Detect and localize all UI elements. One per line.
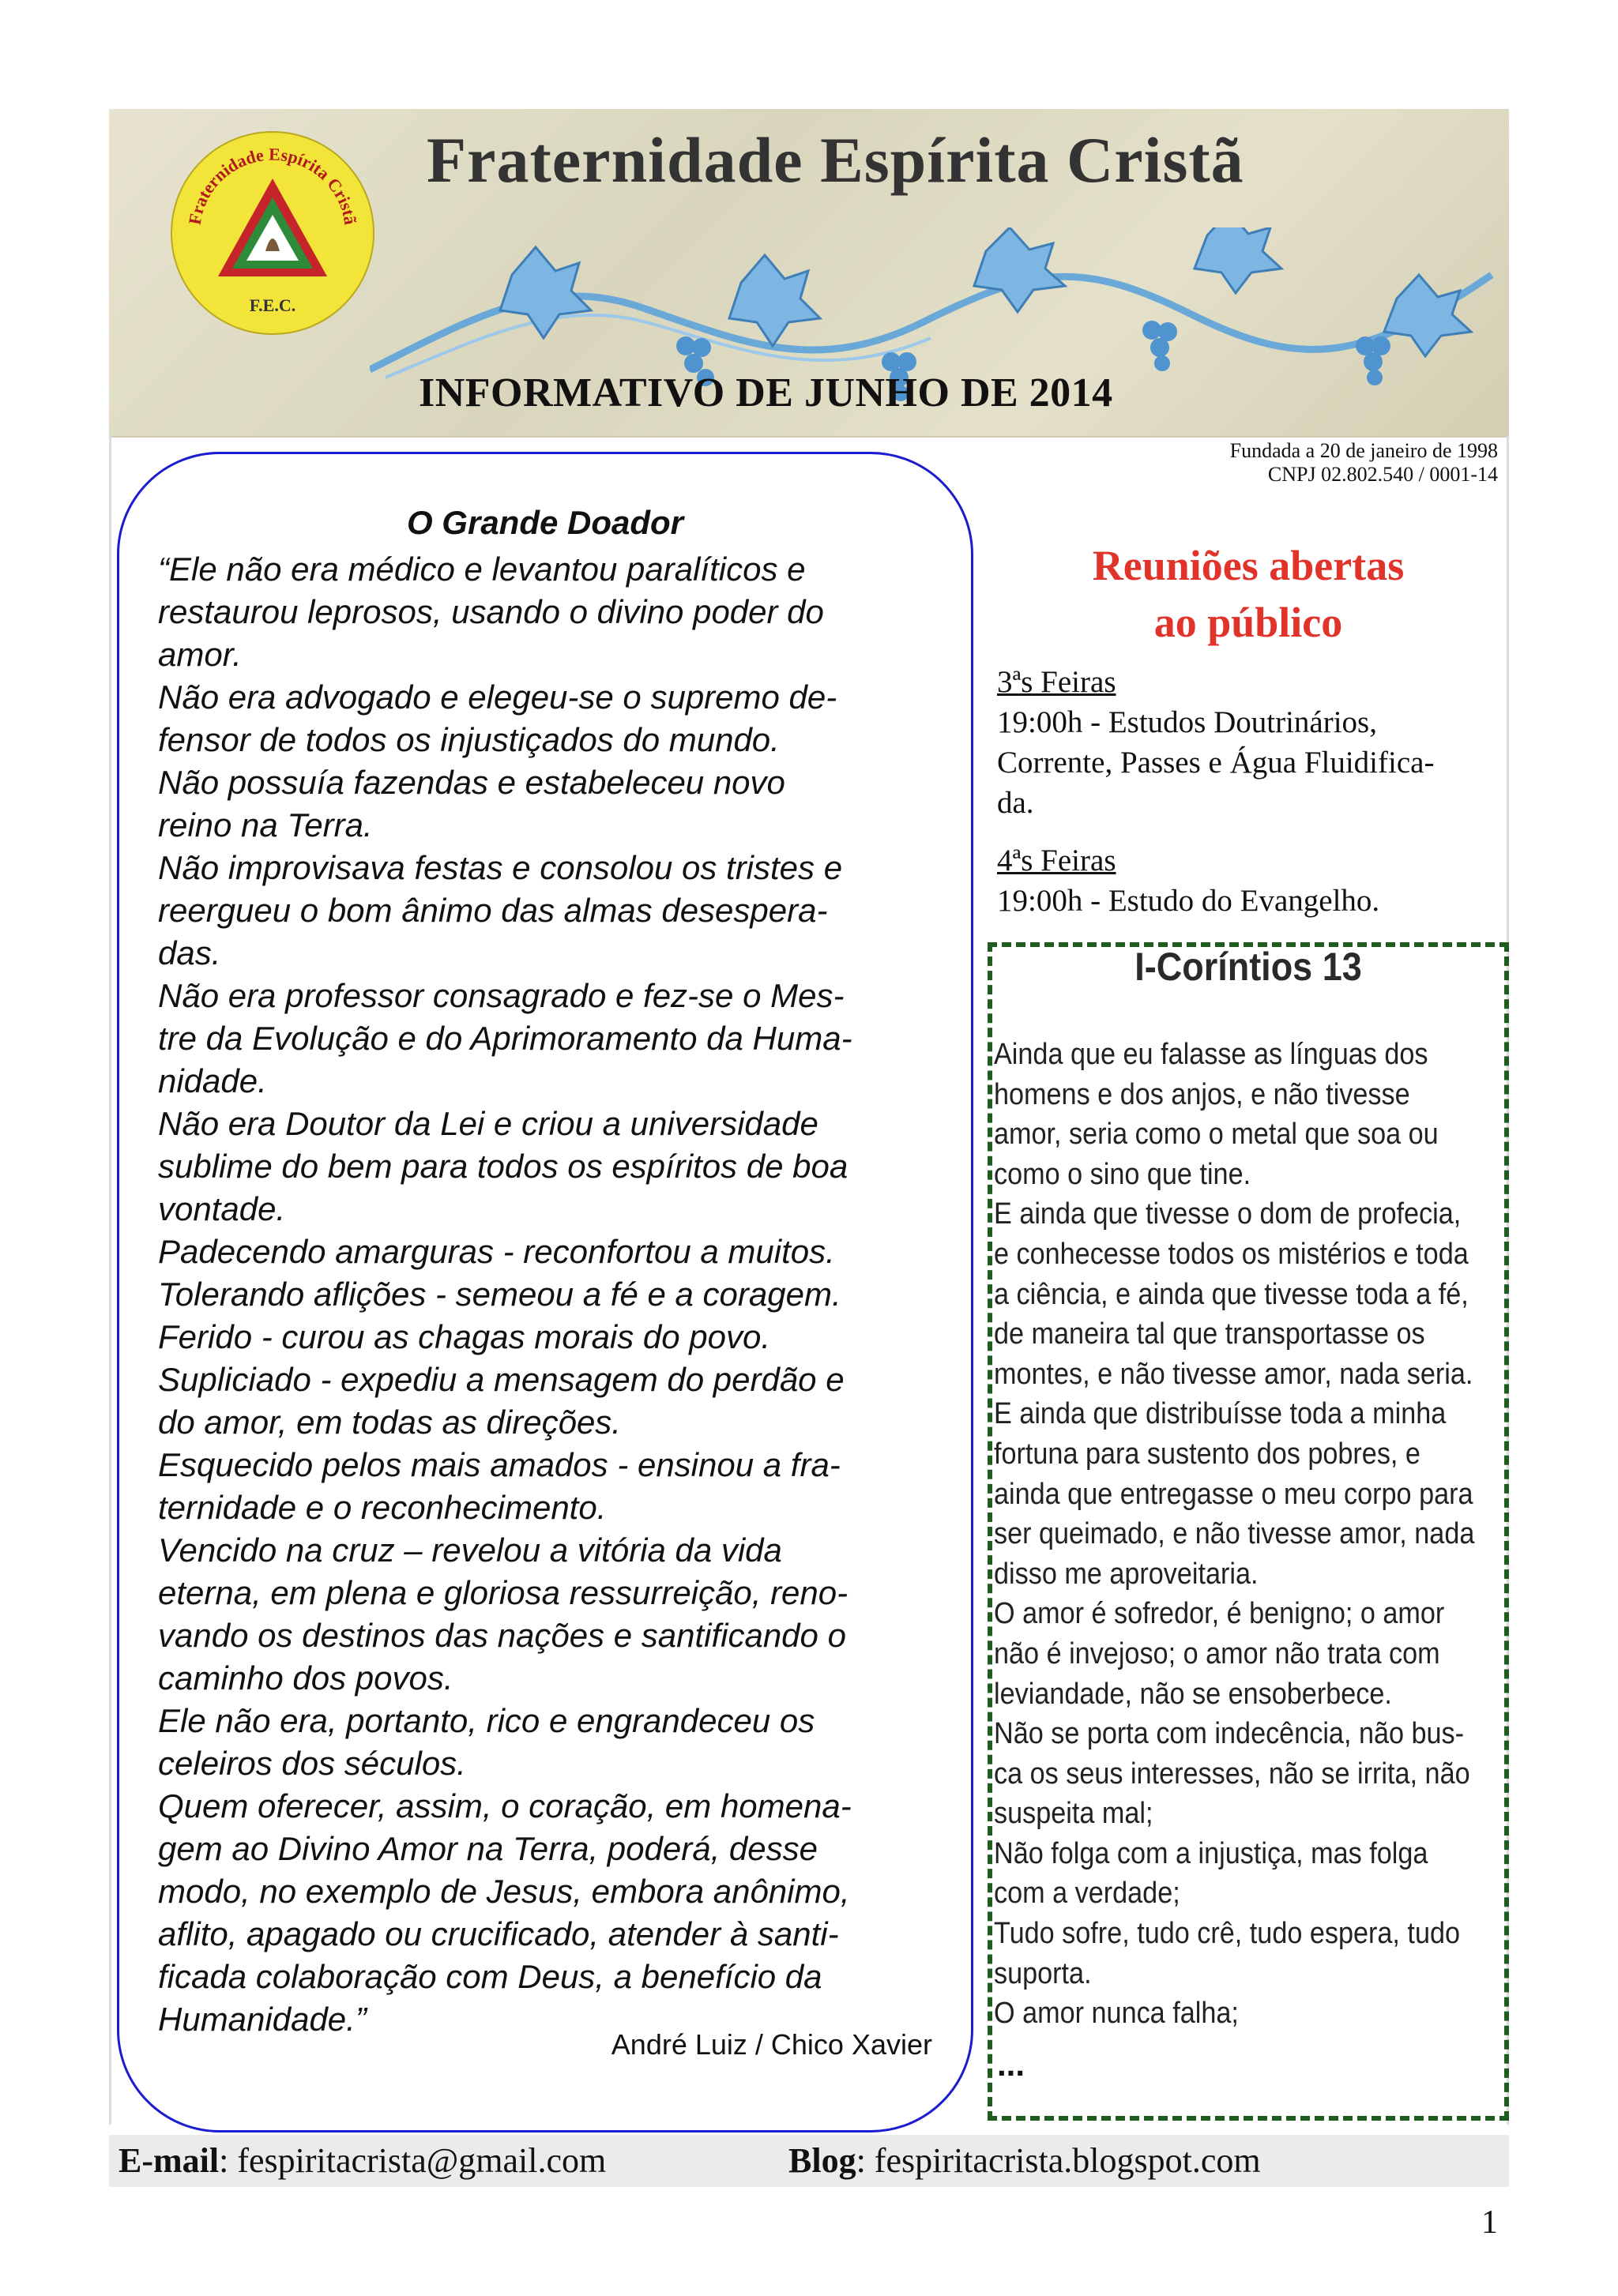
text-line: E ainda que tivesse o dom de profecia, [994,1197,1462,1231]
text-line: Vencido na cruz – revelou a vitória da vida [158,1531,782,1569]
meetings-title [988,537,1509,651]
logo-initials: F.E.C. [249,295,296,315]
text-line: como o sino que tine. [994,1157,1251,1191]
meeting-day-label: 4ªs Feiras [997,844,1116,877]
header-banner [109,109,1509,438]
meeting-detail: Corrente, Passes e Água Fluidifica- [997,746,1435,780]
text-line: de maneira tal que transportasse os [994,1317,1425,1351]
text-line: ser queimado, e não tivesse amor, nada [994,1517,1475,1551]
text-line: gem ao Divino Amor na Terra, poderá, desse [158,1830,818,1867]
meetings-title-line2: ao público [1153,599,1343,646]
logo [171,131,374,335]
logo-ring-text: Fraternidade Espírita Cristã [184,144,361,227]
text-line: Padecendo amarguras - reconfortou a muitos. [158,1233,835,1270]
text-line: Não possuía fazendas e estabeleceu novo [158,764,785,801]
text-line: restaurou leprosos, usando o divino poder do [158,593,824,630]
page-number: 1 [1481,2204,1498,2241]
poem-author: André Luiz / Chico Xavier [611,2028,932,2061]
text-line: modo, no exemplo de Jesus, embora anônimo, [158,1873,850,1910]
text-line: Não se porta com indecência, não bus- [994,1717,1465,1751]
footer-bar [109,2135,1509,2187]
text-line: homens e dos anjos, e não tivesse [994,1077,1410,1111]
text-line: Não folga com a injustiça, mas folga [994,1836,1428,1870]
text-line: Não improvisava festas e consolou os tristes e [158,849,843,886]
text-line: com a verdade; [994,1877,1180,1911]
text-line: Tudo sofre, tudo crê, tudo espera, tudo [994,1917,1461,1951]
meetings-title-line1: Reuniões abertas [1092,542,1405,589]
text-line: do amor, em todas as direções. [158,1404,621,1441]
footer-email [119,2135,606,2187]
text-line: Quem oferecer, assim, o coração, em homena- [158,1787,852,1824]
text-line: “Ele não era médico e levantou paralíticos e [158,551,806,588]
text-line: a ciência, e ainda que tivesse toda a fé, [994,1277,1469,1311]
text-line: ficada colaboração com Deus, a benefício da [158,1958,822,1995]
meeting-detail: da. [997,786,1034,820]
text-line: suporta. [994,1956,1092,1990]
founding-info [1230,439,1498,487]
meeting-detail: 19:00h - Estudos Doutrinários, [997,705,1377,739]
text-line: celeiros dos séculos. [158,1745,466,1782]
text-line: sublime do bem para todos os espíritos de boa [158,1148,849,1185]
text-line: O amor nunca falha; [994,1997,1239,2031]
logo-emblem-icon [172,133,373,333]
text-line: Tolerando aflições - semeou a fé e a coragem. [158,1276,841,1313]
corinthians-text [994,1035,1507,2034]
poem-text [158,548,948,2041]
text-line: não é invejoso; o amor não trata com [994,1637,1440,1670]
footer-blog [788,2135,1261,2187]
text-line: e conhecesse todos os mistérios e toda [994,1237,1469,1271]
blog-label: Blog [788,2141,856,2180]
newsletter-title: INFORMATIVO DE JUNHO DE 2014 [419,370,1113,415]
text-line: tre da Evolução e do Aprimoramento da Huma- [158,1020,852,1057]
text-line: reino na Terra. [158,806,373,844]
text-line: amor. [158,636,242,673]
text-line: reergueu o bom ânimo das almas desespera- [158,892,828,929]
cnpj: CNPJ 02.802.540 / 0001-14 [1267,463,1498,486]
text-line: nidade. [158,1062,267,1099]
text-line: Supliciado - expediu a mensagem do perdão e [158,1361,845,1398]
text-line: ternidade e o reconhecimento. [158,1489,607,1526]
text-line: E ainda que distribuísse toda a minha [994,1397,1447,1431]
meeting-tuesday [997,662,1503,823]
text-line: Esquecido pelos mais amados - ensinou a fra- [158,1446,841,1483]
meeting-wednesday [997,840,1503,921]
text-line: fortuna para sustento dos pobres, e [994,1437,1420,1471]
meeting-day-label: 3ªs Feiras [997,665,1116,699]
text-line: Ainda que eu falasse as línguas dos [994,1038,1428,1071]
meeting-detail: 19:00h - Estudo do Evangelho. [997,884,1380,918]
text-line: ca os seus interesses, não se irrita, não [994,1757,1470,1791]
founded-date: Fundada a 20 de janeiro de 1998 [1229,439,1498,462]
text-line: das. [158,934,221,971]
text-line: vando os destinos das nações e santificando o [158,1617,846,1654]
text-line: fensor de todos os injustiçados do mundo. [158,721,780,758]
text-line: leviandade, não se ensoberbece. [994,1677,1392,1711]
blog-url[interactable]: : fespiritacrista.blogspot.com [856,2141,1261,2180]
text-line: O amor é sofredor, é benigno; o amor [994,1597,1445,1631]
text-line: amor, seria como o metal que soa ou [994,1118,1439,1152]
text-line: Não era professor consagrado e fez-se o Mes- [158,977,845,1014]
text-line: Ele não era, portanto, rico e engrandeceu os [158,1702,815,1739]
organization-name: Fraternidade Espírita Cristã [427,124,1244,196]
text-line: ainda que entregasse o meu corpo para [994,1477,1473,1511]
text-line: montes, e não tivesse amor, nada seria. [994,1357,1473,1391]
text-line: Humanidade.” [158,2001,367,2038]
corinthians-title: I-Coríntios 13 [1134,945,1362,989]
corinthians-ellipsis: ... [997,2046,1025,2083]
poem-title: O Grande Doador [406,504,684,541]
email-address[interactable]: : fespiritacrista@gmail.com [219,2141,607,2180]
text-line: aflito, apagado ou crucificado, atender à santi- [158,1915,839,1952]
text-line: Ferido - curou as chagas morais do povo. [158,1318,771,1355]
text-line: caminho dos povos. [158,1659,453,1697]
email-label: E-mail [119,2141,220,2180]
text-line: disso me aproveitaria. [994,1557,1259,1591]
text-line: suspeita mal; [994,1797,1153,1831]
text-line: Não era advogado e elegeu-se o supremo de- [158,678,837,716]
text-line: vontade. [158,1190,286,1227]
text-line: Não era Doutor da Lei e criou a universidade [158,1105,818,1142]
text-line: eterna, em plena e gloriosa ressurreição, reno- [158,1574,849,1611]
